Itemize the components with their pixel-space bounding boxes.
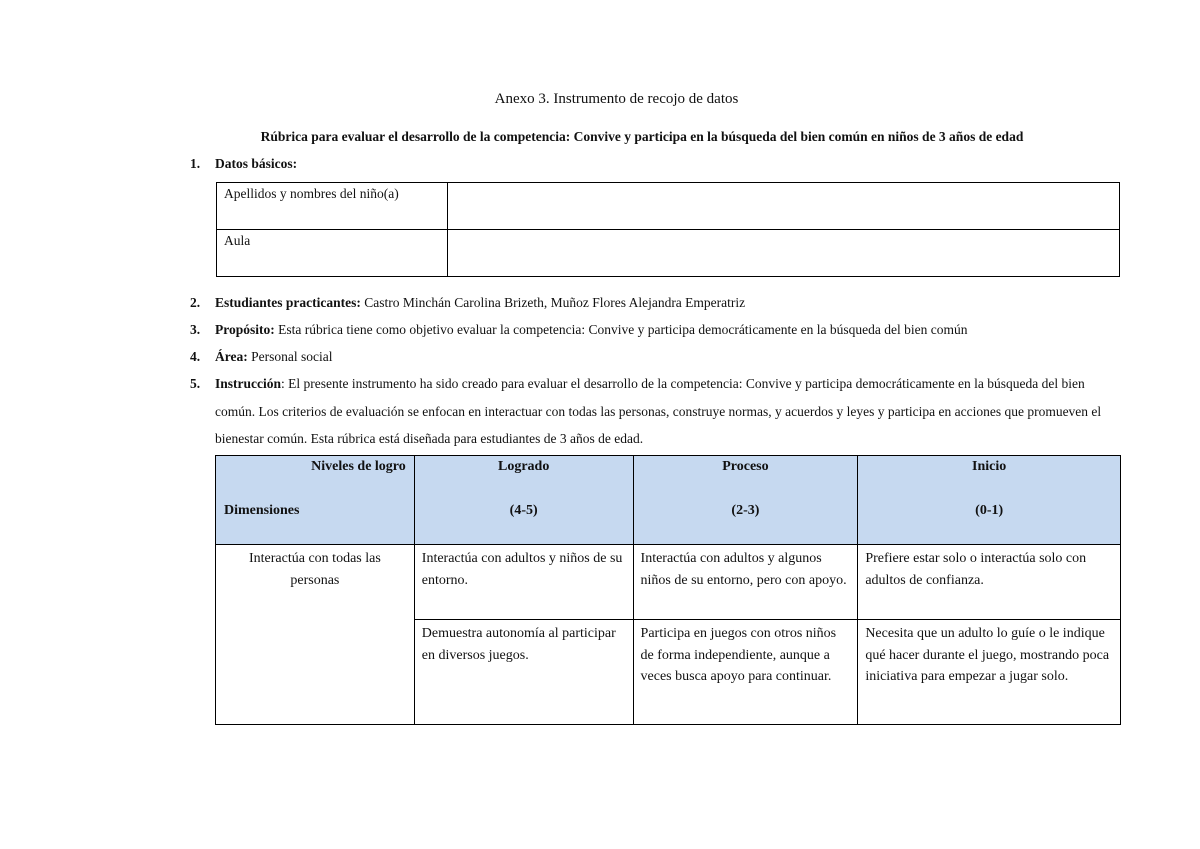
section-text: Esta rúbrica tiene como objetivo evaluar la competencia: Convive y participa democráticamente en la búsqueda del bien común bbox=[274, 322, 968, 337]
inicio-cell: Necesita que un adulto lo guíe o le indique qué hacer durante el juego, mostrando poca iniciativa para empezar a jugar solo. bbox=[858, 620, 1121, 725]
proceso-cell: Interactúa con adultos y algunos niños de su entorno, pero con apoyo. bbox=[633, 545, 858, 620]
section-instruccion bbox=[190, 370, 1120, 453]
student-name-value bbox=[448, 183, 1120, 230]
level-range: (2-3) bbox=[731, 503, 760, 518]
section-number: 2. bbox=[190, 295, 201, 310]
section-estudiantes bbox=[190, 289, 745, 316]
table-row bbox=[216, 545, 1121, 620]
section-label: Propósito: bbox=[215, 322, 275, 337]
rubric-header-row bbox=[216, 456, 1121, 545]
section-number: 5. bbox=[190, 376, 201, 391]
section-label: Instrucción bbox=[215, 376, 282, 391]
classroom-label: Aula bbox=[217, 230, 448, 277]
section-text: Personal social bbox=[247, 349, 333, 364]
level-name: Inicio bbox=[972, 459, 1007, 474]
section-number: 3. bbox=[190, 322, 201, 337]
header-inicio bbox=[858, 456, 1121, 545]
table-row bbox=[217, 230, 1120, 277]
section-text: Castro Minchán Carolina Brizeth, Muñoz Flores Alejandra Emperatriz bbox=[360, 295, 746, 310]
logrado-cell: Demuestra autonomía al participar en diversos juegos. bbox=[414, 620, 633, 725]
section-proposito bbox=[190, 316, 967, 343]
dimension-cell: Interactúa con todas las personas bbox=[216, 545, 415, 725]
inicio-cell: Prefiere estar solo o interactúa solo con adultos de confianza. bbox=[858, 545, 1121, 620]
section-label: Estudiantes practicantes: bbox=[215, 295, 361, 310]
level-range: (4-5) bbox=[509, 503, 538, 518]
section-area bbox=[190, 343, 332, 370]
basic-data-table bbox=[216, 182, 1120, 277]
level-name: Logrado bbox=[497, 459, 550, 474]
section-label: Área: bbox=[215, 349, 248, 364]
header-proceso bbox=[633, 456, 858, 545]
header-logrado bbox=[414, 456, 633, 545]
header-niveles-dimensiones bbox=[216, 456, 415, 545]
document-title: Anexo 3. Instrumento de recojo de datos bbox=[494, 91, 739, 107]
level-name: Proceso bbox=[722, 459, 769, 474]
student-name-label: Apellidos y nombres del niño(a) bbox=[217, 183, 448, 230]
classroom-value bbox=[448, 230, 1120, 277]
logrado-cell: Interactúa con adultos y niños de su entorno. bbox=[414, 545, 633, 620]
table-row bbox=[217, 183, 1120, 230]
section-number: 4. bbox=[190, 349, 201, 364]
level-range: (0-1) bbox=[975, 503, 1004, 518]
section-number: 1. bbox=[190, 156, 201, 171]
proceso-cell: Participa en juegos con otros niños de forma independiente, aunque a veces busca apoyo para continuar. bbox=[633, 620, 858, 725]
section-datos-basicos bbox=[190, 150, 297, 177]
section-label: Datos básicos: bbox=[215, 156, 298, 171]
rubric-subtitle: Rúbrica para evaluar el desarrollo de la competencia: Convive y participa en la búsqueda del bien común en niños de 3 años de edad bbox=[260, 129, 1024, 144]
dimensiones-label: Dimensiones bbox=[224, 503, 300, 518]
section-text: : El presente instrumento ha sido creado para evaluar el desarrollo de la competencia: Convive y participa democráticamente en la búsqueda del bien común. Los criterios de evaluación se enfocan en interactuar con todas las personas, construye normas, y acuerdos y leyes y participa en acciones que promueven el bienestar común. Esta rúbrica está diseñada para estudiantes de 3 años de edad. bbox=[215, 376, 1102, 446]
rubric-table bbox=[215, 455, 1121, 725]
niveles-label: Niveles de logro bbox=[311, 459, 406, 474]
